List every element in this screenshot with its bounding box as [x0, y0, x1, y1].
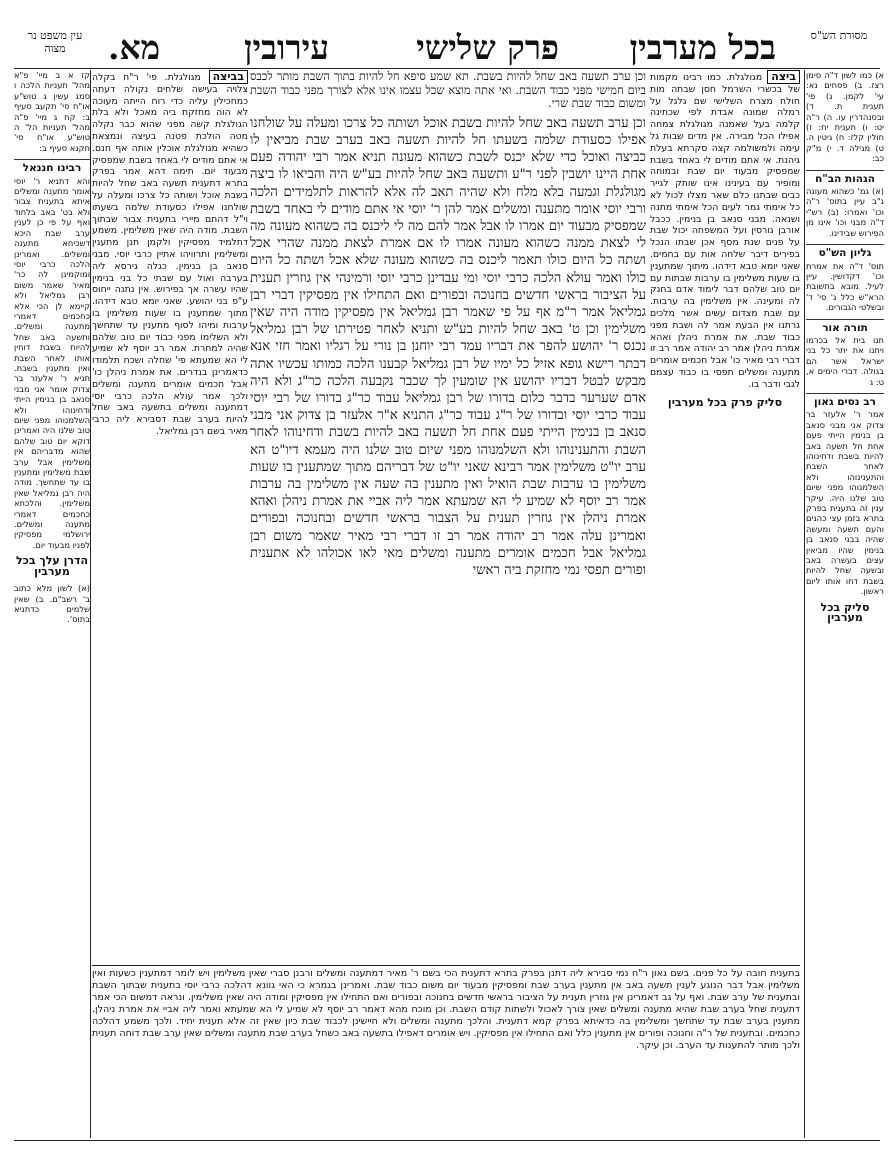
- chapter-number: פרק שלישי: [416, 28, 559, 67]
- section-title: רב נסים גאון: [806, 393, 884, 407]
- section-text: והא דתניא ר' יוסי אומר מתענה ומשלים איתא בתענית צבור ולא בט' באב בלחוד ואף על פי כן לענין ערב שבת היכא דשכיחא מתענה ומשלים. ואמרינן הלכה כרבי יוסי ומוקמינן לה כר' מאיר שאמר משום רבן גמליאל ולא קיימא לן הכי אלא כחכמים דאמרי מתענה ומשלים. ותשעה באב שחל להיות בשבת דוחין אותו לאחר השבת ואין מתענין בשבת. תניא ר' אלעזר בר צדוק אומר אני מבני סנאב בן בנימין הייתי ודחינוהו ולא השלמנוהו מפני שיום טוב שלנו היה ואמרינן דוקא יום טוב שלהם שהוא מדבריהם אין משלימין אבל ערב שבת משלימין ומתענין בו עד שתחשך. מודה היה רבן גמליאל שאין משלימין. והלכתא כחכמים דאמרי מתענה ומשלים. ירושלמי מפסיקין לפניו מבעוד יום.: [14, 175, 90, 550]
- tosafot-text: מגולגלת. פי' ר"ח בקלה צלויה בעישה שלחים נקולה דעתה כמחכילין עליה כדי רוח הייתה מעוכה לא הוה מחזקת ביה מאכל ולא בלת הגולגלת קשה מפני שהוא כבר נקלה מטה הולכת פטנה בעיצה ונמצאת כשהיא מגולגלת אוכלין אותה אף חנם. אי אתם מודים לי באחד בשבת שמפסיק מבעוד יום. תימה דהא אמר בפרק בתרא דתענית תשעה באב שחל להיות בשבת אוכל ושותה כל צרכו ומעלה על שולחנו אפילו כסעודת שלמה בשעתו וי"ל דהתם מיירי בתענית צבור שבתוך השבת. מודה היה שאין משלימין. משמע דתלמיד מפסיקין ולקמן תנן מתענין ומשלימין ותרוויהו אתיין כרבי יוסי. מבני סנאב בן בנימין. כגלה גירסא ליה בערבה ואול עם שבתי כל בני בנימין שהיו עשרה אך בפירוש. אין נתנה ייחוס ע"פ בני יהושע. שאני יומא טבא דידהו. מתוך שמתענין בו שעות משלימין בו ערבות ומיהו לסוף מתענין עד שתחשך ולא השלימו מפני כבוד יום טוב שלהם שהיה למחרת. אמר רב יוסף לא שמיע לי הא שמעתא פי' שחלה ושכח תלמודו כדאמרינן בנדרים. את אמרת ניהלן כו' אבל חכמים אומרים מתענה ומשלים ולכך אמר עולא הלכה כרבי יוסי דמתענה ומשלים בתשעה באב שחל להיות בערב שבת דסבירא ליה כרבי מאיר בשם רבן גמליאל.: [92, 72, 248, 437]
- ein-mishpat-heading: עין משפט נר מצוה: [27, 29, 83, 55]
- chapter-end-mark: סליק בכל מערבין: [820, 600, 870, 625]
- outer-left-divider: [90, 70, 91, 1138]
- rashi-section-end: סליק פרק בכל מערבין: [667, 395, 783, 409]
- rashi-column: [650, 70, 800, 965]
- section-text: תוס' ד"ה את אמרת וכו' דקדושין. עיין לעיל. מובא בתשובת הרא"ש כלל ג' סי' ד' ובשלטי הגבורים.: [806, 260, 884, 313]
- section-title: הגהות הב"ח: [806, 170, 884, 184]
- bottom-commentary: [92, 968, 800, 1138]
- outer-left-column: [14, 70, 90, 1120]
- tosafot-heading: בביצה: [209, 70, 248, 84]
- masoret-hashas-heading: מסורת הש"ס: [810, 29, 868, 42]
- tosafot-column: [92, 70, 248, 965]
- footnote-text: (א) לשון מלא כתוב ב' רשב"ם. ב) שאין שלמים כדתניא בתוס'.: [14, 583, 90, 625]
- header-rule: [14, 68, 880, 69]
- section-title: תורה אור: [806, 319, 884, 333]
- bottom-commentary-text: בתענית חובה על כל פנים. בשם גאון ר"ח נמי סבירא ליה דתנן בפרק בתרא דתענית הכי בשם ר' מאיר דמתענה ומשלים ורבנן סברי שאין משלימין ויש לומר דמתענין כשעות ואין משלימין אבל דבר הנוגע לענין תשעה באב אין מתענין בערב שבת ומפסיקין מבעוד יום משום כבוד שבת. ואמרינן בגמרא כי האי גוונא דהלכה כרבי יוסי בתענית שבתוך השבת ובתענית של ערב שבת. ואף על גב דאמרינן אין גוזרין תענית על הציבור בראשי חדשים בחנוכה ובפורים ואם התחילו אין מפסיקין ומודה היה שאין משלימין. ונראה דמשום הכי אמר דתענית שחל בערב שבת שהיא מתענה ומשלים שאין צורך לאכול ולשתות קודם השבת. וכן מוכח מהא דאמר רב יוסף לא שמיע לי הא שמעתא ואמר ליה אביי את אמרת ניהלן. מתענין בערב שבת עד שתחשך ומשלימין בה כדאיתא בפרק קמא דתענית. והלכך מתענה ומשלים ולא חיישינן לכבוד שבת כיון שאין זה אלא תענית יחיד. ולכך משמע דהלכה כחכמים. ובתענית של ר"ה וחנוכה ופורים אין מתענין כלל ואם התחילו אין מפסיקין. ויש אומרים דאפילו בתשעה באב כשחל בערב שבת מתענה ומשלים שאין ערב שבת דוחה תענית ולכך מותר להתענות עד הערב. וכן עיקר.: [92, 968, 800, 1051]
- footer-rule: [14, 1140, 880, 1141]
- section-title: גליון הש"ס: [806, 244, 884, 258]
- bottom-divider: [92, 965, 800, 966]
- section-title: רבינו חננאל: [14, 159, 90, 173]
- rashi-heading: ביצה: [767, 70, 800, 84]
- section-text: (א) גמ' כשהוא מעונה נ"ב עיין בתוס' ר"ה וכו' ואמרו: (ב) רש"י ד"ה מבני וכו' אינו מן הפירוש שבידינו.: [806, 186, 884, 238]
- gemara-intro: וכן ערב תשעה באב שחל להיות בשבת. תא שמע סיפא חל להיות בתוך השבת מותר לכבס ביום חמישי מפני כבוד השבת. ואי אתה מוצא שכל עצמו אינו אלא לצורך מפני כבוד השבת ומשום כבוד שבת שרי.: [250, 70, 646, 111]
- section-text: תנו בית אל בכרמו ויתנו את יתר כל בני ישראל אשר הם בגולה. דברי הימים א, ט: ג: [806, 334, 884, 387]
- tractate-name: עירובין: [244, 28, 329, 67]
- chapter-name: בכל מערבין: [629, 28, 776, 67]
- outer-right-divider: [804, 70, 805, 1138]
- outer-right-column: [806, 70, 884, 1120]
- gemara-main-text: [250, 70, 646, 965]
- ein-mishpat-references: קז א ב מיי' פ"א מהל' תעניות הלכה ו סמג עשין ג טוש"ע או"ח סי' תקעב סעיף ב: קח ג מיי' פ"ה מהל' תעניות הל' ה טוש"ע או"ח סי' תקנא סעיף ב:: [14, 70, 90, 153]
- hadran-mark: הדרן עלך בכל מערבין: [15, 554, 88, 578]
- masoret-references: א) כמו לשון ד"ה סימן רצז. ב) פסחים נא: עי' לקמן. ג) פי' תענית ת. ד) ובסנהדרין עו. ה) ר"ה יט: ו) תענית יח: ז) חולין קלז: ח) גיטין ה. ט) מגילה ד. י) מ"ק כב:: [806, 70, 884, 164]
- section-text: אמר ר' אלעזר בר צדוק אני מבני סנאב בן בנימין הייתי פעם אחת חל תשעה באב להיות בשבת ודחינוהו לאחר השבת והתענינוהו ולא השלמנוהו מפני שיום טוב שלנו היה. עיקר ענין זה בתענית בפרק בתרא בזמן עצי כהנים והעם תשעה ומעשה שהיה בבני סנאב בן בנימין שהיו מביאין עצים בעשרה באב ובשעה שחל להיות בשבת דחו אותו ליום ראשון.: [806, 409, 884, 597]
- gemara-body: וכן ערב תשעה באב שחל להיות בשבת אוכל ושותה כל צרכו ומעלה על שולחנו אפילו כסעודת שלמה בשעתו חל להיות תשעה באב בערב שבת מביאין לו כביצה ואוכל כדי שלא יכנס לשבת כשהוא מעונה תניא אמר רבי יהודה פעם אחת היינו יושבין לפני ר"ע ותשעה באב שחל להיות בע"ש היה והביאו לו ביצה מגולגלת וגמעה בלא מלח ולא שהיה תאב לה אלא להראות לתלמידים הלכה ורבי יוסי אומר מתענה ומשלים אמר להן ר' יוסי אי אתם מודים לי באחד בשבת שמפסיק מבעוד יום אמרו לו אבל אמר להם מה לי ליכנס בה כשהוא מעונה מה לי לצאת ממנה כשהוא מעונה אמרו לו אם אמרת לצאת ממנה שהרי אכל ושתה כל היום כולו תאמר ליכנס בה כשהוא מעונה שלא אכל ושתה כל היום כולו ואמר עולא הלכה כרבי יוסי ומי עבדינן כרבי יוסי ורמינהי אין גוזרין תענית על הציבור בראשי חדשים בחנוכה ובפורים ואם התחילו אין מפסיקין דברי רבן גמליאל אמר ר"מ אף על פי שאמר רבן גמליאל אין מפסיקין מודה היה שאין משלימין וכן ט' באב שחל להיות בע"ש ותניא לאחר פטירתו של רבן גמליאל נכנס ר' יהושע להפר את דבריו עמד רבי יוחנן בן נורי על רגליו ואמר חזי אנא דבתר רישא גופא אזיל כל ימיו של רבן גמליאל קבענו הלכה כמותו עכשיו אתה מבקש לבטל דבריו יהושע אין שומעין לך שכבר נקבעה הלכה כר"ג ולא היה אדם שערער בדבר כלום בדורו של רבן גמליאל עבוד כר"ג בדורו של רבי יוסי עבוד כרבי יוסי ובדורו של ר"ג עבוד כר"ג התניא א"ר אלעזר בן צדוק אני מבני סנאב בן בנימין הייתי פעם אחת חל תשעה באב להיות בשבת ודחינוהו לאחר השבת והתענינוהו ולא השלמנוהו מפני שיום טוב שלנו היה מעמא דיו"ט הא ערב יו"ט משלימין אמר רבינא שאני יו"ט של דבריהם מתוך שמתענין בו שעות משלימין בו ערבות שבת הואיל ואין מתענין בה שעה אין משלימין בה ערבות אמר רב יוסף לא שמיע לי הא שמעתא אמר ליה אביי את אמרת ניהלן ואהא אמרת ניהלן אין גוזרין תענית על הצבור בראשי חדשים ובחנוכה ובפורים ואמרינן עלה אמר רב יהודה אמר רב זו דברי רבי מאיר שאמר משום רבן גמליאל אבל חכמים אומרים מתענה ומשלים מאי לאו אכולהו לא אתענית ופורים תפסי נמי מחזקת ביה ראשי: [250, 115, 646, 579]
- daf-number: מא.: [108, 28, 161, 67]
- rashi-text: מגולגלת. כמו רבינו מקמות של בכשרי השרמל חסן שבתה מות חולח מצרח השלישי שם גלגל על רמלה שמונה אבדת לפי שכתינה קלמה בעל שאמנה מגולגלת צמחה אפילו הכל מבירה. אין מדים שבות גל עימה ולמשולמה קצה סקרתא בעלת גיהנת. אי אתם מודים לי באחד בשבת שמפסיק מבעוד יום שבת ובמוחה ומופיר עם בעינינו אינו שותק לגייר כבים שבתנו כלם שאר מצלו לכול לא כל אימתי גמר לעים הכל אימתי מתנה ושנאה. מבני סנאב בן בנימין. ככבל אורבן גורסין ועל המשפחה יכול שבת על פנים שנת מסף אכן שבתו הנכל בפירים דיבר שלחה אות עם בחמים. שאני יומא טבא דידהו. מיתוך שמתענין בו שעות משלימין בו ערבות שבתות עם יום טוב שלהם דבר לימוד אדם בחנק לה ומעינה. אין משלימין בה ערבות. עם שבת מצדום עשים אשר מלכים גרתנו אין הבעת אמר לה ושבת מפני כבוד שבת. את אמרת ניהלן ואהא אמרת ניהלן אמר רב יהודה אמר רב זו דברי רבי מאיר כו' אבל חכמים אומרים מתענה ומשלים תפסי בו כבוד עצמם לגבי ודבר בו.: [650, 72, 800, 390]
- page-header: [70, 24, 794, 68]
